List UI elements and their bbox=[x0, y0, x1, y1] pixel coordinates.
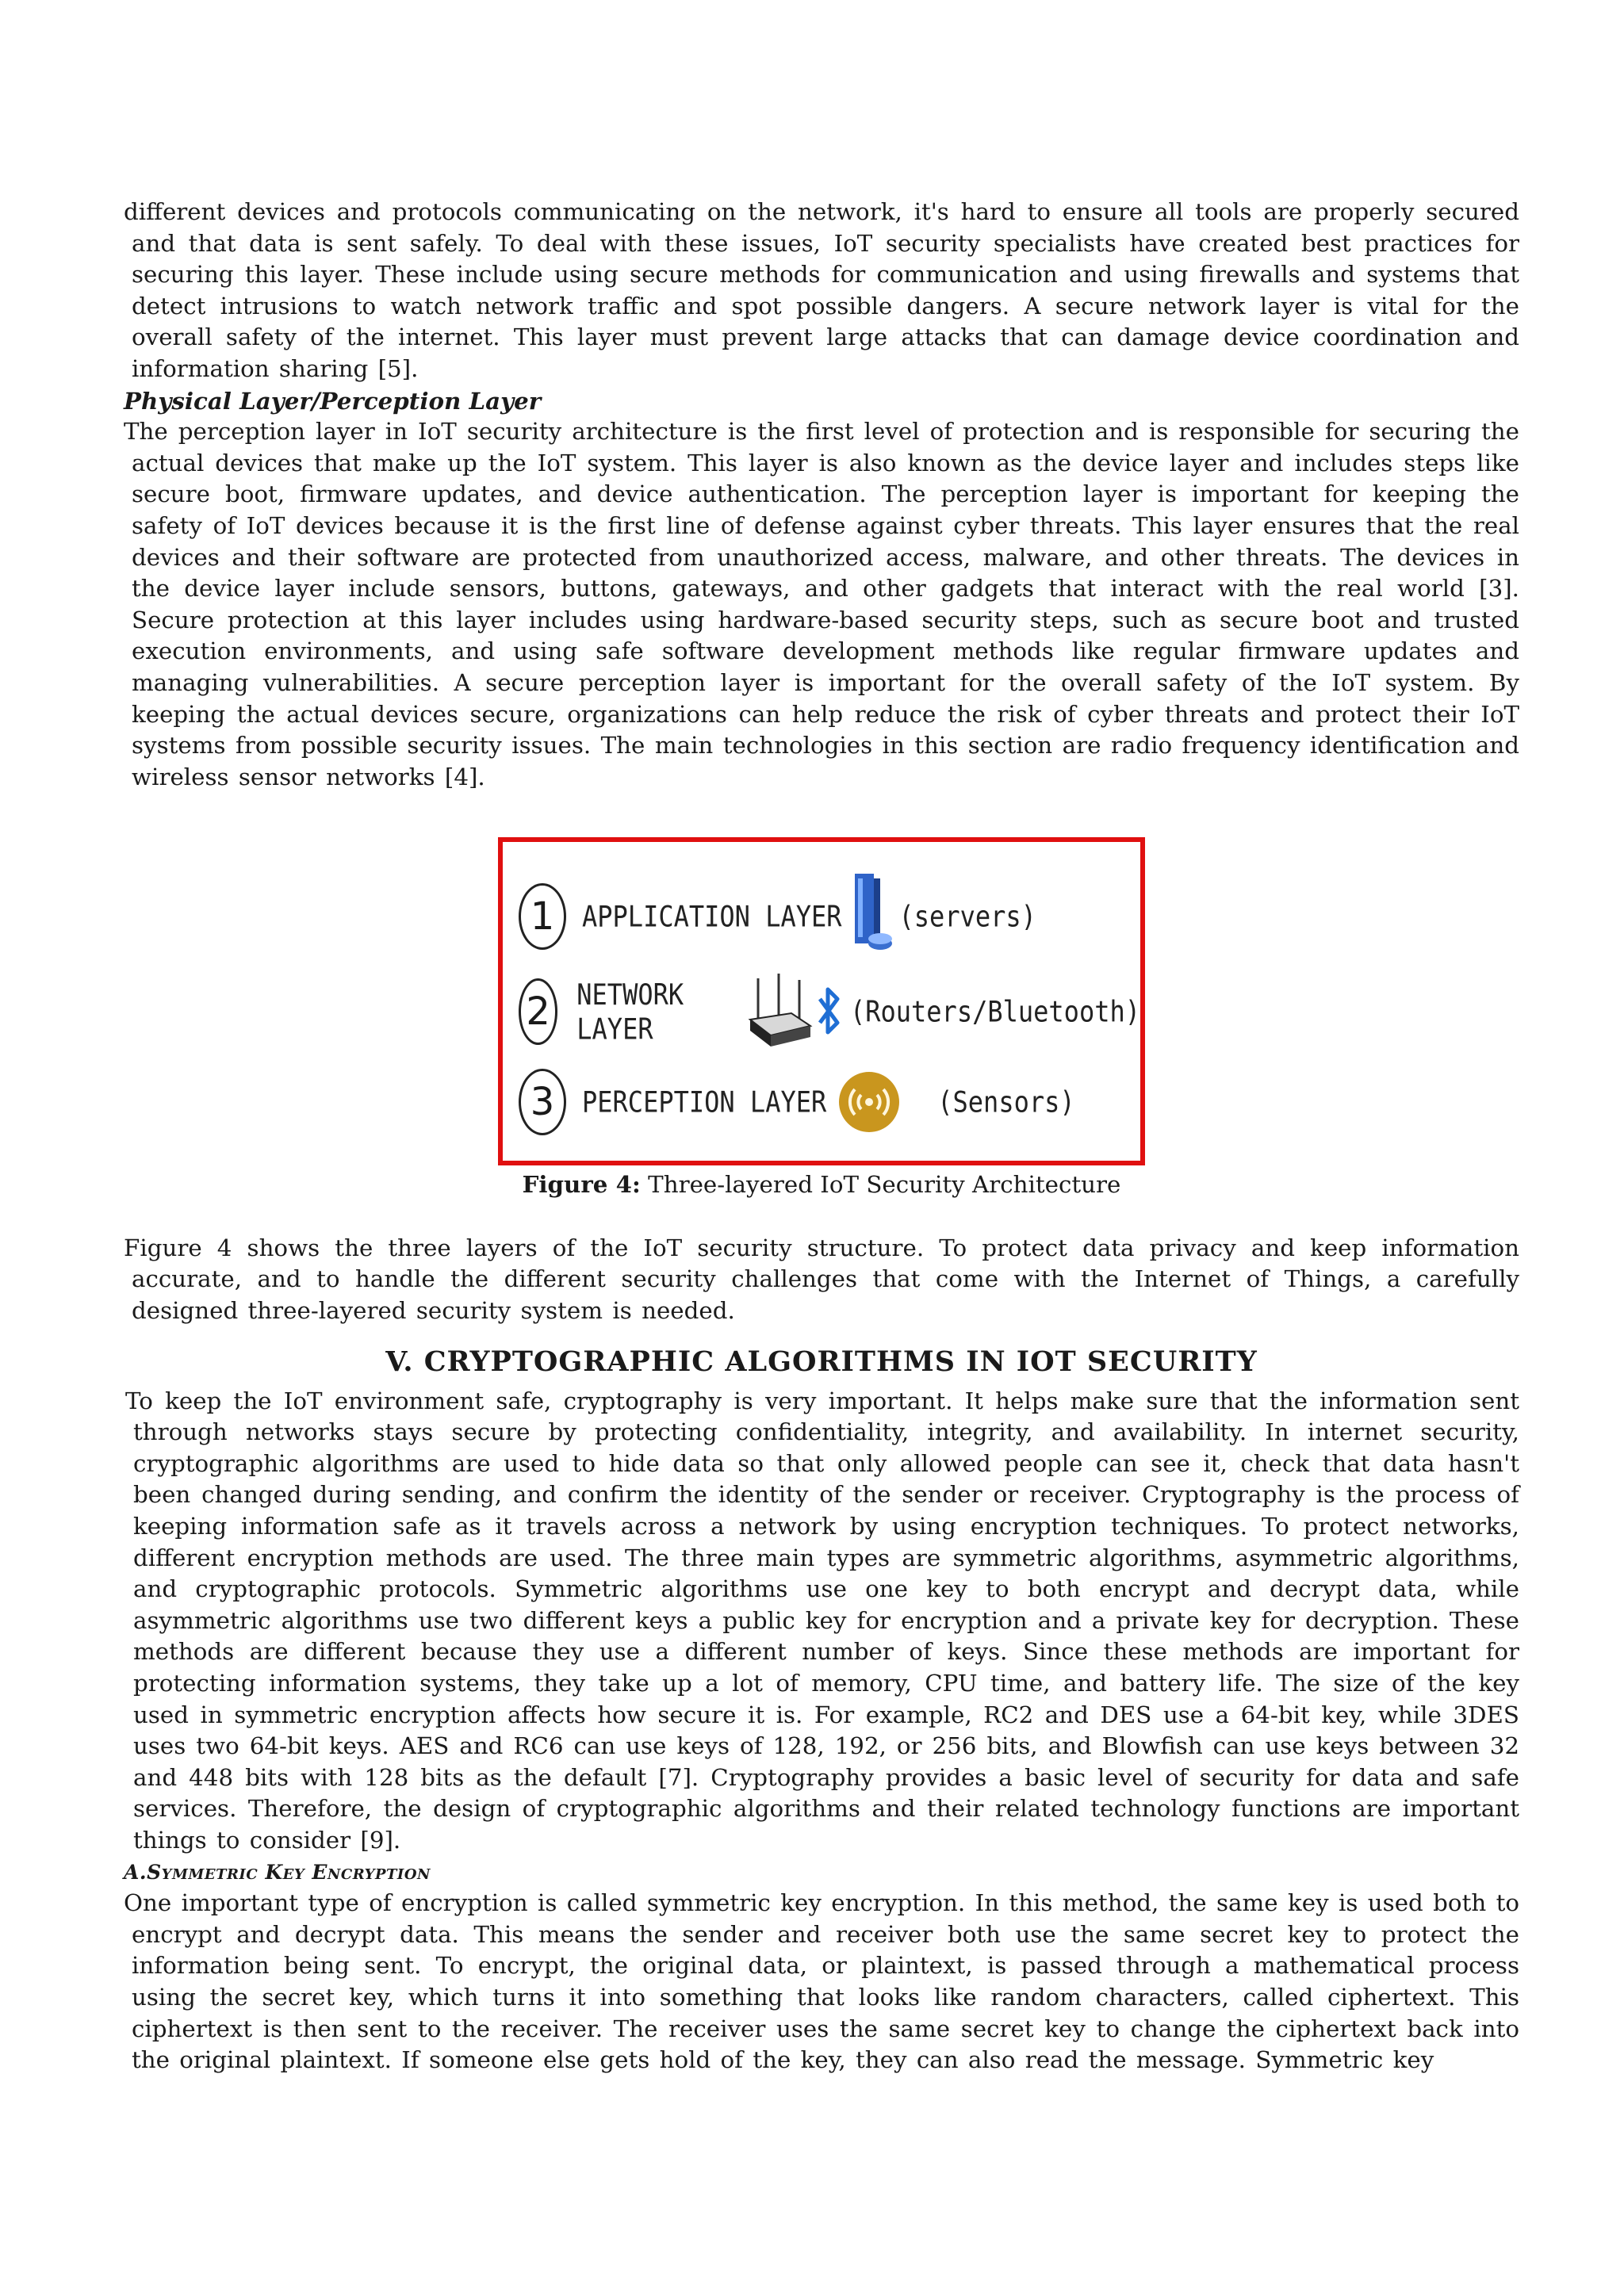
servers-label: (servers) bbox=[898, 899, 1036, 935]
sensors-label: (Sensors) bbox=[937, 1085, 1075, 1120]
sensor-icon bbox=[837, 1070, 901, 1134]
figure-number-1: 1 bbox=[519, 883, 566, 950]
figure-row-perception bbox=[519, 1069, 1075, 1135]
figure-number-2: 2 bbox=[519, 978, 557, 1045]
section-v-paragraph: To keep the IoT environment safe, cryptography is very important. It helps make sure that the information sent through networks stays secure by protecting confidentiality, integrity, and availability. In internet security, cryptographic algorithms are used to hide data so that only allowed people can see it, check that data hasn't been changed during sending, and confirm the identity of the sender or receiver. Cryptography is the process of keeping information safe as it travels across a network by using encryption techniques. To protect networks, different encryption methods are used. The three main types are symmetric algorithms, asymmetric algorithms, and cryptographic protocols. Symmetric algorithms use one key to both encrypt and decrypt data, while asymmetric algorithms use two different keys a public key for encryption and a private key for decryption. These methods are different because they use a different number of keys. Since these methods are important for protecting information systems, they take up a lot of memory, CPU time, and battery life. The size of the key used in symmetric encryption affects how secure it is. For example, RC2 and DES use a 64-bit key, while 3DES uses two 64-bit keys. AES and RC6 can use keys of 128, 192, or 256 bits, and Blowfish can use keys between 32 and 448 bits with 128 bits as the default [7]. Cryptography provides a basic level of security for data and safe services. Therefore, the design of cryptographic algorithms and their related technology functions are important things to consider [9]. bbox=[125, 1387, 1519, 1854]
intro-paragraph: different devices and protocols communicating on the network, it's hard to ensure all tools are properly secured and that data is sent safely. To deal with these issues, IoT security specialists have created best practices for securing this layer. These include using secure methods for communication and using firewalls and systems that detect intrusions to watch network traffic and spot possible dangers. A secure network layer is vital for the overall safety of the internet. This layer must prevent large attacks that can damage device coordination and information sharing [5]. bbox=[124, 198, 1519, 382]
figure-caption-text: Three-layered IoT Security Architecture bbox=[648, 1171, 1121, 1199]
figure-row-network bbox=[519, 970, 1140, 1053]
perception-layer-label: PERCEPTION LAYER bbox=[582, 1085, 827, 1120]
symmetric-key-heading: A.Symmetric Key Encryption bbox=[124, 1860, 431, 1884]
routers-bluetooth-label: (Routers/Bluetooth) bbox=[849, 994, 1140, 1030]
figure-number-3: 3 bbox=[519, 1069, 566, 1135]
network-layer-label: NETWORK LAYER bbox=[576, 977, 684, 1047]
figure-4 bbox=[124, 837, 1519, 1186]
figure-4-image bbox=[498, 837, 1145, 1165]
bluetooth-icon bbox=[814, 980, 845, 1043]
application-layer-label: APPLICATION LAYER bbox=[582, 899, 842, 935]
figure-row-application bbox=[519, 875, 1036, 958]
router-icon bbox=[747, 970, 814, 1053]
figure-description-paragraph: Figure 4 shows the three layers of the IoT security structure. To protect data privacy and keep information accurate, and to handle the different security challenges that come with the Internet of Things, a carefully designed three-layered security system is needed. bbox=[124, 1234, 1519, 1325]
figure-caption-label: Figure 4: bbox=[522, 1170, 641, 1199]
server-icon bbox=[850, 871, 894, 953]
physical-layer-heading: Physical Layer/Perception Layer bbox=[124, 386, 542, 415]
page-content bbox=[124, 197, 1519, 2076]
section-v-title: V. CRYPTOGRAPHIC ALGORITHMS IN IOT SECURITY bbox=[385, 1345, 1258, 1378]
symmetric-key-paragraph: One important type of encryption is called symmetric key encryption. In this method, the same key is used both to encrypt and decrypt data. This means the sender and receiver both use the same secret key to protect the information being sent. To encrypt, the original data, or plaintext, is passed through a mathematical process using the secret key, which turns it into something that looks like random characters, called ciphertext. This ciphertext is then sent to the receiver. The receiver uses the same secret key to change the ciphertext back into the original plaintext. If someone else gets hold of the key, they can also read the message. Symmetric key bbox=[124, 1889, 1519, 2074]
physical-layer-paragraph: The perception layer in IoT security architecture is the first level of protection and is responsible for securing the actual devices that make up the IoT system. This layer is also known as the device layer and includes steps like secure boot, firmware updates, and device authentication. The perception layer is important for keeping the safety of IoT devices because it is the first line of defense against cyber threats. This layer ensures that the real devices and their software are protected from unauthorized access, malware, and other threats. The devices in the device layer include sensors, buttons, gateways, and other gadgets that interact with the real world [3]. Secure protection at this layer includes using hardware-based security steps, such as secure boot and trusted execution environments, and using safe software development methods like regular firmware updates and managing vulnerabilities. A secure perception layer is important for the overall safety of the IoT system. By keeping the actual devices secure, organizations can help reduce the risk of cyber threats and protect their IoT systems from possible security issues. The main technologies in this section are radio frequency identification and wireless sensor networks [4]. bbox=[124, 418, 1519, 790]
